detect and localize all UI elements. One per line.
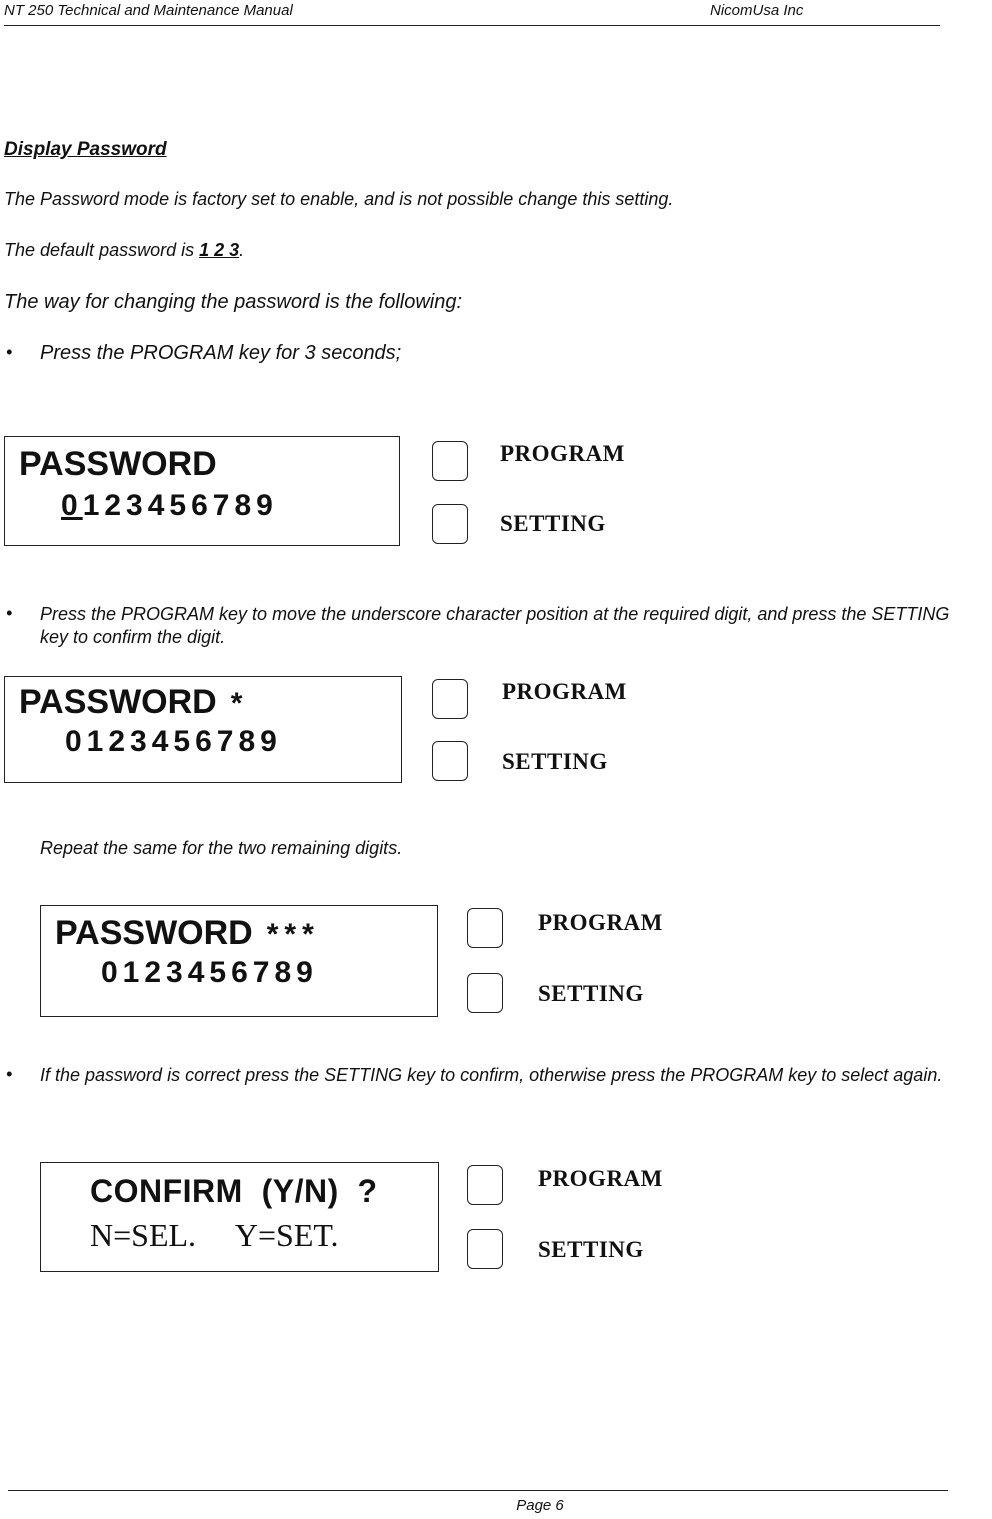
repeat-note: Repeat the same for the two remaining digits. [40,838,403,858]
paragraph-factory-setting: The Password mode is factory set to enable, and is not possible change this setting. [4,189,674,209]
paragraph-default-password [4,240,244,261]
bullet-step-1-text: Press the PROGRAM key for 3 seconds; [40,342,402,364]
bullet-dot: • [6,603,13,623]
program-key-button[interactable] [432,679,468,719]
lcd-line-2: 0123456789 [101,956,318,989]
lcd-password-label: PASSWORD [55,914,253,952]
bullet-dot: • [6,342,13,362]
header-company: NicomUsa Inc [710,2,804,19]
default-password-suffix: . [239,240,245,260]
setting-key-label: SETTING [500,511,606,536]
paragraph-changing-intro: The way for changing the password is the following: [4,291,463,313]
lcd-line-1: PASSWORD [19,445,217,483]
lcd-entered-stars: * [230,687,249,720]
header-divider [4,25,940,26]
lcd-line-1 [19,683,248,722]
lcd-display-password-three-digits [40,905,438,1017]
section-title: Display Password [4,139,167,160]
page-number: Page 6 [516,1497,564,1514]
bullet-dot: • [6,1064,13,1084]
setting-key-button[interactable] [467,1229,503,1269]
lcd-display-password-initial [4,436,400,546]
lcd-display-confirm [40,1162,439,1272]
setting-key-label: SETTING [538,1237,644,1262]
header-manual-title: NT 250 Technical and Maintenance Manual [4,2,293,19]
lcd-display-password-one-digit [4,676,402,783]
setting-key-button[interactable] [467,973,503,1013]
footer-divider [8,1490,948,1491]
lcd-line-1: CONFIRM (Y/N) ? [90,1173,378,1209]
lcd-cursor-digit: 0 [61,489,83,522]
lcd-line-1 [55,914,320,953]
program-key-button[interactable] [467,908,503,948]
program-key-label: PROGRAM [538,910,663,935]
footer [0,1497,992,1514]
bullet-step-3-text: If the password is correct press the SETTING key to confirm, otherwise press the PROGRAM key to select again. [40,1065,943,1085]
setting-key-label: SETTING [502,749,608,774]
setting-key-button[interactable] [432,504,468,544]
lcd-entered-stars: *** [266,918,320,951]
default-password-prefix: The default password is [4,240,200,260]
program-key-label: PROGRAM [500,441,625,466]
bullet-step-2-text: Press the PROGRAM key to move the underscore character position at the required digit, and press the SETTING key to confirm the digit. [40,604,950,647]
default-password-digits: 1 2 3 [199,240,240,260]
lcd-digits: 123456789 [82,489,278,522]
setting-key-label: SETTING [538,981,644,1006]
lcd-line-2: 0123456789 [65,725,282,758]
program-key-label: PROGRAM [538,1166,663,1191]
program-key-button[interactable] [432,441,468,481]
lcd-line-2: N=SEL. Y=SET. [90,1217,339,1253]
setting-key-button[interactable] [432,741,468,781]
program-key-button[interactable] [467,1165,503,1205]
lcd-password-label: PASSWORD [19,683,217,721]
program-key-label: PROGRAM [502,679,627,704]
lcd-line-2 [61,489,278,523]
